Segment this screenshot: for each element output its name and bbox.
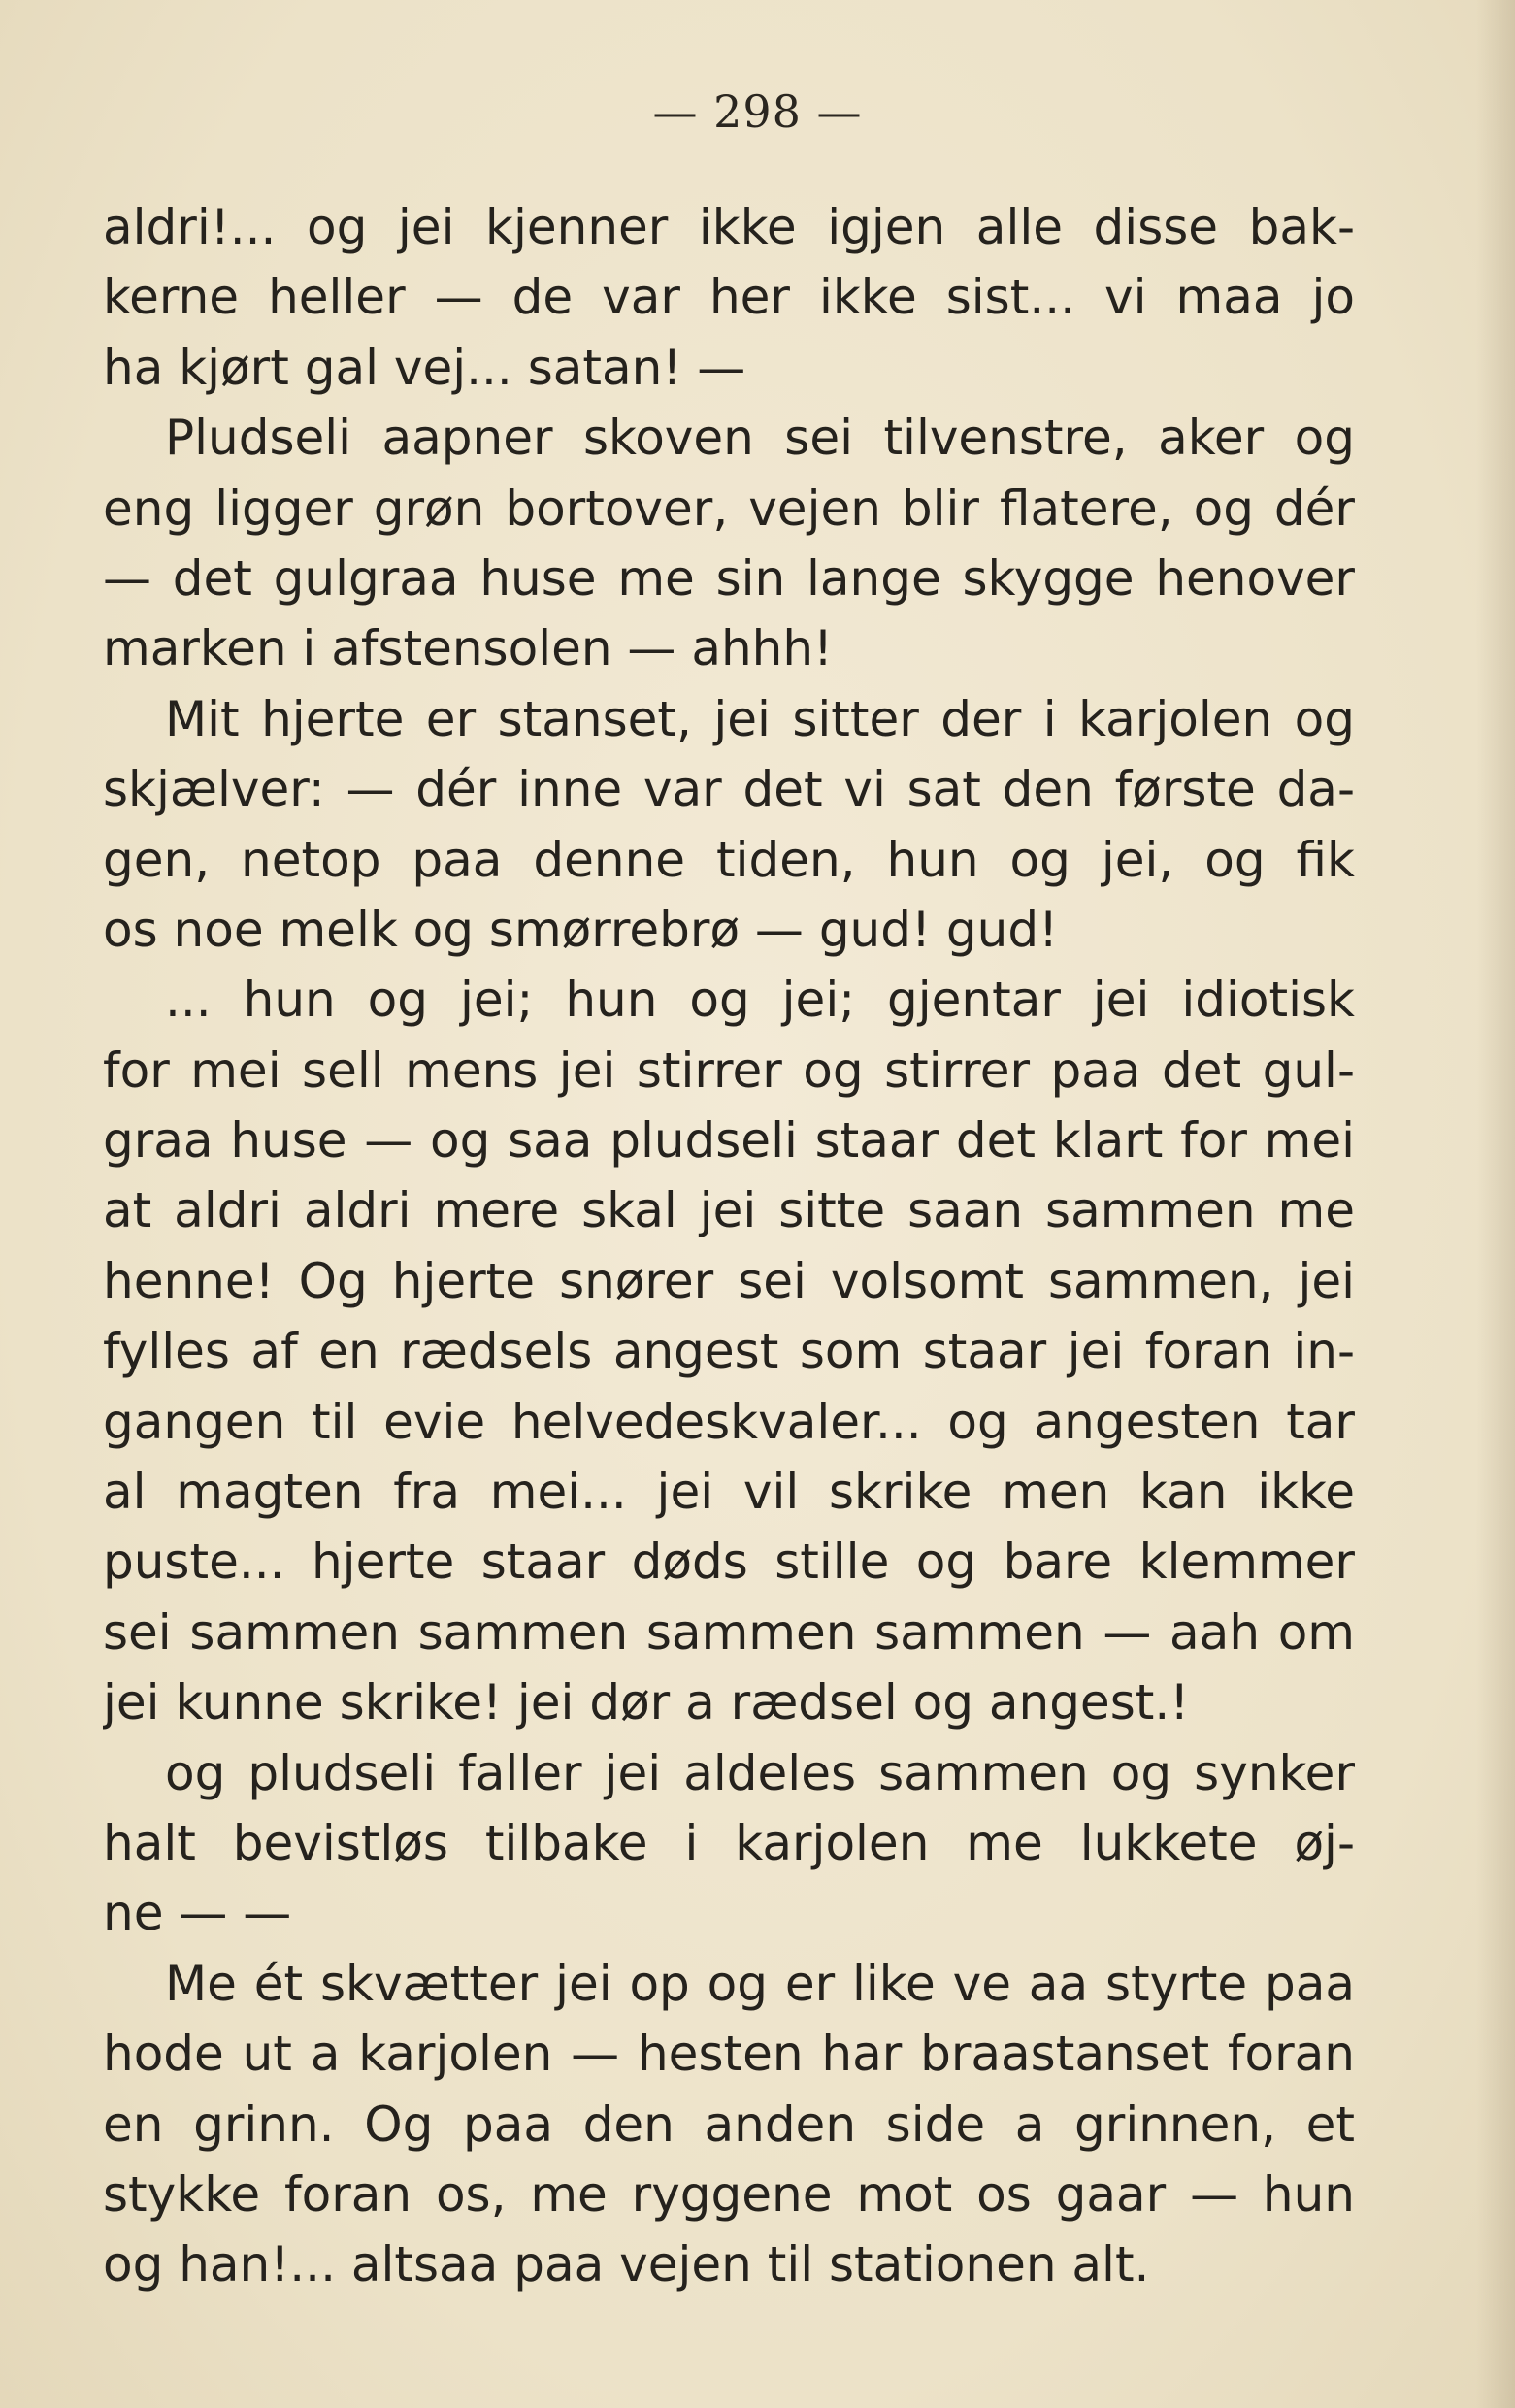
text-line: en grinn. Og paa den anden side a grinnen, et [103,2095,1355,2153]
text-line: skjælver: — dér inne var det vi sat den første da- [103,761,1355,818]
text-line: og pludseli faller jei aldeles sammen og synker [165,1744,1355,1801]
page-edge-shadow [1476,0,1515,2408]
text-line: sei sammen sammen sammen sammen — aah om [103,1603,1355,1661]
text-line: al magten fra mei... jei vil skrike men kan ikke [103,1464,1355,1521]
text-line: kerne heller — de var her ikke sist... vi maa jo [103,269,1355,326]
text-line: marken i afstensolen — ahhh! [103,620,834,677]
text-line: stykke foran os, me ryggene mot os gaar — hun [103,2165,1355,2223]
text-line: ne — — [103,1885,292,1942]
text-line: hode ut a karjolen — hesten har braastanset foran [103,2026,1355,2083]
text-line: os noe melk og smørrebrø — gud! gud! [103,901,1059,958]
text-line: for mei sell mens jei stirrer og stirrer paa det gul- [103,1041,1355,1099]
text-line: og han!... altsaa paa vejen til stationen alt. [103,2236,1150,2293]
page-number: — 298 — [652,85,863,138]
text-line: halt bevistløs tilbake i karjolen me lukkete øj- [103,1814,1355,1871]
text-line: jei kunne skrike! jei dør a rædsel og angest.! [103,1674,1190,1732]
text-line: eng ligger grøn bortover, vejen blir flatere, og dér [103,479,1355,537]
text-line: graa huse — og saa pludseli staar det klart for mei [103,1112,1355,1170]
text-line: ... hun og jei; hun og jei; gjentar jei idiotisk [165,972,1355,1029]
text-line: gangen til evie helvedeskvaler... og angesten tar [103,1393,1355,1450]
text-line: gen, netop paa denne tiden, hun og jei, og fik [103,831,1355,888]
text-line: ha kjørt gal vej... satan! — [103,339,746,396]
text-line: henne! Og hjerte snører sei volsomt sammen, jei [103,1252,1355,1309]
text-line: aldri!... og jei kjenner ikke igjen alle disse bak- [103,199,1355,255]
text-line: at aldri aldri mere skal jei sitte saan sammen me [103,1182,1355,1239]
text-line: — det gulgraa huse me sin lange skygge henover [103,549,1355,607]
text-line: Me ét skvætter jei op og er like ve aa styrte paa [165,1955,1355,2012]
body-text [103,192,1355,2300]
text-line: Pludseli aapner skoven sei tilvenstre, aker og [165,410,1355,467]
text-line: puste... hjerte staar døds stille og bare klemmer [103,1534,1355,1591]
text-line: Mit hjerte er stanset, jei sitter der i karjolen og [165,690,1355,747]
text-line: fylles af en rædsels angest som staar jei foran in- [103,1323,1355,1380]
